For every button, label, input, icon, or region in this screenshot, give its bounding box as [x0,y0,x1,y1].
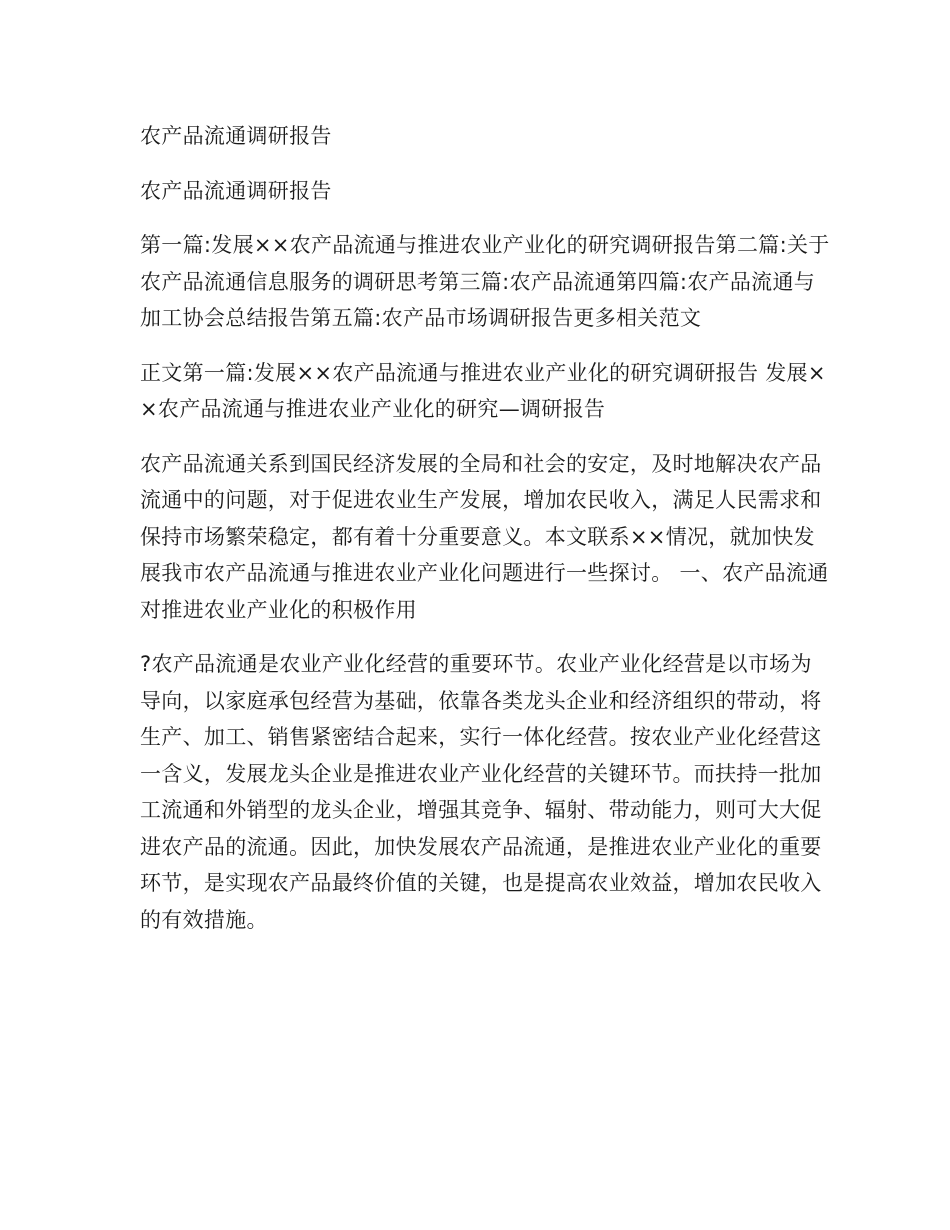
body-intro: 正文第一篇:发展××农产品流通与推进农业产业化的研究调研报告 发展××农产品流通与推进农业产业化的研究—调研报告 [140,360,826,421]
document-title: 农产品流通调研报告 [140,124,332,148]
paragraph-1: 农产品流通关系到国民经济发展的全局和社会的安定，及时地解决农产品流通中的问题，对于促进农业生产发展，增加农民收入，满足人民需求和保持市场繁荣稳定，都有着十分重要意义。本文联系××情况，就加快发展我市农产品流通与推进农业产业化问题进行一些探讨。 一、农产品流通对推进农业产业化的积极作用 [140,451,829,622]
paragraph-2: ?农产品流通是农业产业化经营的重要环节。农业产业化经营是以市场为导向，以家庭承包经营为基础，依靠各类龙头企业和经济组织的带动，将生产、加工、销售紧密结合起来，实行一体化经营。按农业产业化经营这一含义，发展龙头企业是推进农业产业化经营的关键环节。而扶持一批加工流通和外销型的龙头企业，增强其竞争、辐射、带动能力，则可大大促进农产品的流通。因此，加快发展农产品流通，是推进农业产业化的重要环节，是实现农产品最终价值的关键，也是提高农业效益，增加农民收入的有效措施。 [140,652,822,932]
document-page [140,118,830,956]
document-subtitle: 农产品流通调研报告 [140,178,332,203]
table-of-contents: 第一篇:发展××农产品流通与推进农业产业化的研究调研报告第二篇:关于农产品流通信息服务的调研思考第三篇:农产品流通第四篇:农产品流通与加工协会总结报告第五篇:农产品市场调研报告更多相关范文 [140,233,830,330]
